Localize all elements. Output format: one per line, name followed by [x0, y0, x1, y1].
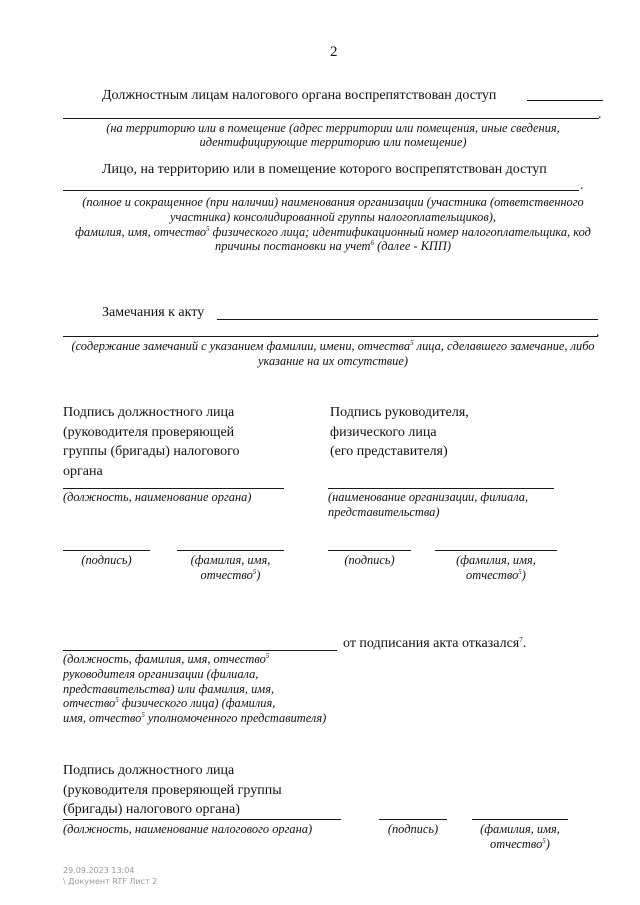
final-fio-line — [472, 819, 568, 820]
blank-line — [527, 100, 603, 101]
refusal-text: от подписания акта отказался$^7$. — [343, 636, 527, 651]
official-position-line — [63, 488, 284, 489]
final-position-note: (должность, наименование налогового органа) — [63, 822, 313, 836]
blank-line — [217, 319, 598, 320]
print-stamp-line1: 29.09.2023 13:04 — [63, 866, 135, 875]
blank-line — [63, 118, 599, 119]
final-signature-note: (подпись) — [387, 822, 439, 836]
official-position-note: (должность, наименование органа) — [63, 490, 252, 504]
territory-note-line2: идентифицирующие территорию или помещение) — [199, 135, 467, 149]
remarks-note-line2: указание на их отсутствие) — [257, 354, 409, 368]
final-signature-line — [379, 819, 447, 820]
final-fio-note: (фамилия, имя, отчество$^5$) — [480, 822, 560, 851]
remarks-label: Замечания к акту — [102, 305, 205, 320]
official-fio-line — [177, 550, 284, 551]
official-signature-note: (подпись) — [81, 553, 132, 567]
obstructing-person-statement: Лицо, на территорию или в помещение которого воспрепятствован доступ — [102, 162, 547, 177]
final-position-line — [63, 819, 341, 820]
head-fio-note: (фамилия, имя, отчество$^5$) — [456, 553, 536, 582]
blank-line — [63, 190, 579, 191]
refusal-line — [63, 650, 337, 651]
head-fio-line — [435, 550, 557, 551]
refusal-note: (должность, фамилия, имя, отчество$^5$ руководителя организации (филиала, представительства) или фамилия, имя, отчество$^5$ физического лица) (фамилия, имя, отчество$^5$ уполномоченного представителя) — [63, 652, 327, 726]
head-signature-title: Подпись руководителя, физического лица (его представителя) — [330, 405, 469, 459]
blank-line — [63, 336, 598, 337]
page-number: 2 — [330, 44, 338, 60]
head-signature-line — [328, 550, 411, 551]
official-signature-title: Подпись должностного лица (руководителя проверяющей группы (бригады) налогового органа — [63, 405, 240, 479]
print-stamp-line2: \ Документ RTF Лист 2 — [63, 877, 158, 886]
official-signature-line — [63, 550, 150, 551]
access-denied-statement: Должностным лицам налогового органа воспрепятствован доступ — [102, 88, 497, 103]
territory-note-line1: (на территорию или в помещение (адрес территории или помещения, иные сведения, — [106, 121, 560, 135]
org-name-line — [328, 488, 554, 489]
official-fio-note: (фамилия, имя, отчество$^5$) — [190, 553, 271, 582]
person-note: (полное и сокращенное (при наличии) наименования организации (участника (ответственного участника) консолидированной группы налогоплательщиков), фамилия, имя, отчество$^5$ физического лица; идентификационный номер налогоплательщика, код причины постановки на учет$^6$ (далее - КПП) — [75, 195, 591, 254]
remarks-note-line1: (содержание замечаний с указанием фамилии, имени, отчества$^5$ лица, сделавшего замечание, либо — [71, 339, 595, 353]
head-signature-note: (подпись) — [344, 553, 395, 567]
final-signature-title: Подпись должностного лица (руководителя проверяющей группы (бригады) налогового органа) — [63, 763, 282, 817]
org-name-note: (наименование организации, филиала, представительства) — [328, 490, 529, 519]
